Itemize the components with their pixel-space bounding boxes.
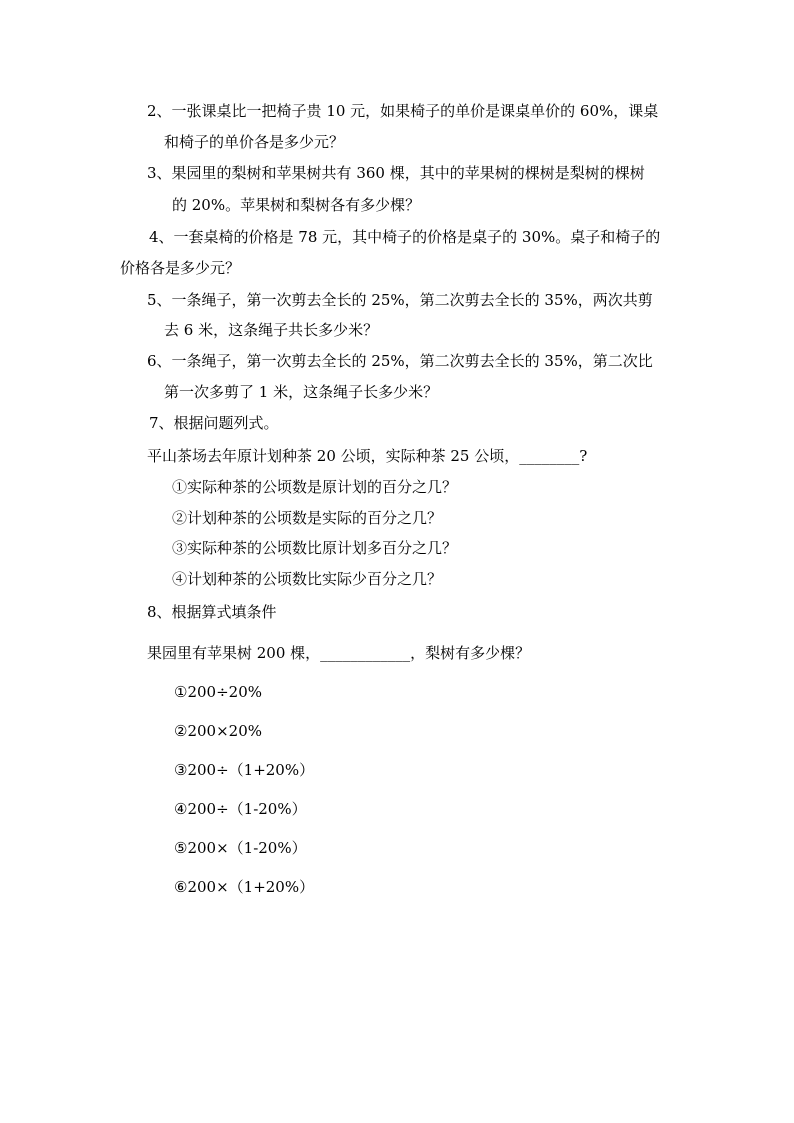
problem-7-question-4: ④计划种茶的公顷数比实际少百分之几？ [172,570,443,588]
problem-7-stem: 平山茶场去年原计划种茶 20 公顷，实际种茶 25 公顷，________? [147,447,588,465]
problem-4-line-1: 4、一套桌椅的价格是 78 元，其中椅子的价格是桌子的 30%。桌子和椅子的 [149,228,661,246]
problem-2-line-1: 2、一张课桌比一把椅子贵 10 元，如果椅子的单价是课桌单价的 60%，课桌 [147,102,659,120]
problem-2-line-2: 和椅子的单价各是多少元？ [164,133,345,151]
problem-8-formula-6: ⑥200×（1+20%） [174,878,315,896]
problem-8-formula-4: ④200÷（1-20%） [174,800,307,818]
problem-3-line-2: 的 20%。苹果树和梨树各有多少棵？ [172,196,421,214]
problem-4-line-2: 价格各是多少元？ [120,259,241,277]
problem-5-line-2: 去 6 米，这条绳子共长多少米？ [164,321,379,339]
problem-8-title: 8、根据算式填条件 [147,603,277,621]
problem-8-formula-5: ⑤200×（1-20%） [174,839,307,857]
problem-7-question-1: ①实际种茶的公顷数是原计划的百分之几？ [172,478,458,496]
problem-5-line-1: 5、一条绳子，第一次剪去全长的 25%，第二次剪去全长的 35%，两次共剪 [147,291,653,309]
problem-8-formula-3: ③200÷（1+20%） [174,761,315,779]
problem-7-question-3: ③实际种茶的公顷数比原计划多百分之几？ [172,539,458,557]
problem-8-formula-2: ②200×20% [174,722,262,740]
problem-6-line-1: 6、一条绳子，第一次剪去全长的 25%，第二次剪去全长的 35%，第二次比 [147,352,653,370]
problem-8-formula-1: ①200÷20% [174,683,262,701]
problem-8-stem: 果园里有苹果树 200 棵，____________，梨树有多少棵？ [147,644,531,662]
problem-7-title: 7、根据问题列式。 [149,414,279,432]
problem-6-line-2: 第一次多剪了 1 米，这条绳子长多少米？ [164,383,439,401]
problem-3-line-1: 3、果园里的梨树和苹果树共有 360 棵，其中的苹果树的棵树是梨树的棵树 [147,164,645,182]
problem-7-question-2: ②计划种茶的公顷数是实际的百分之几？ [172,509,443,527]
